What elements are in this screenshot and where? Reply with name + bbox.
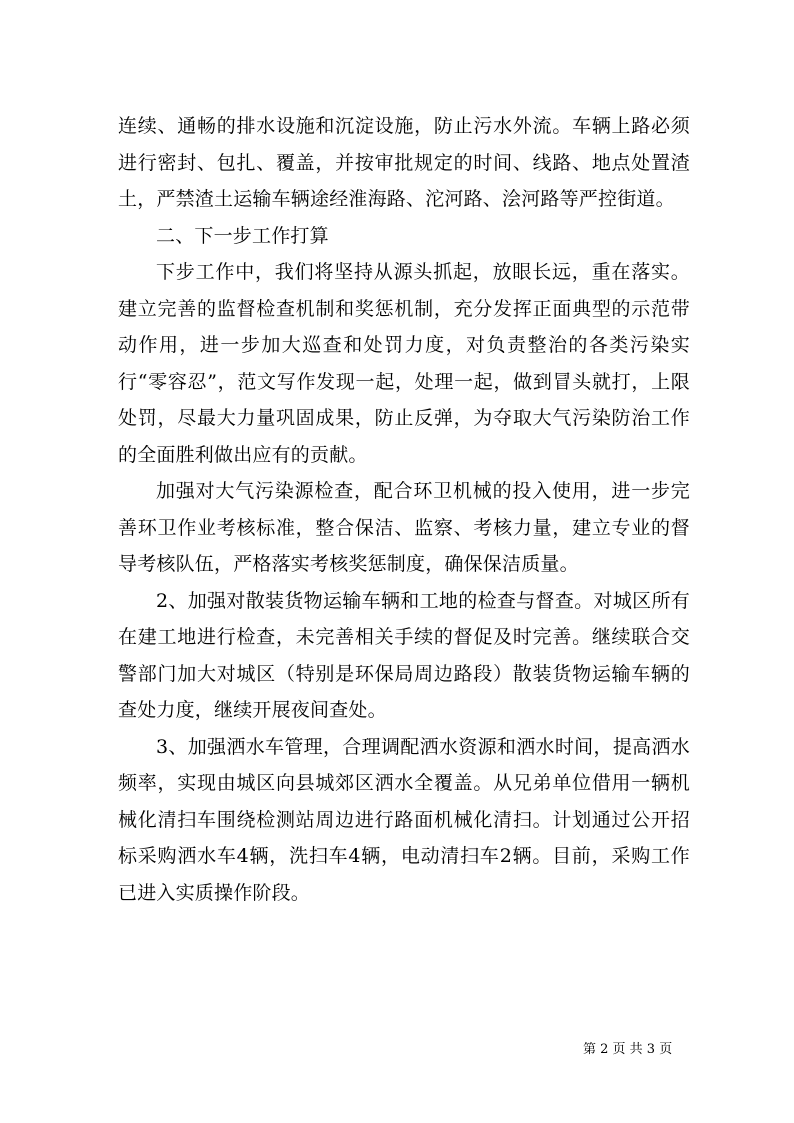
paragraph-item-3: 3、加强洒水车管理，合理调配洒水资源和洒水时间，提高洒水频率，实现由城区向县城郊区洒水全覆盖。从兄弟单位借用一辆机械化清扫车围绕检测站周边进行路面机械化清扫。计划通过公开招标采购洒水车4辆，洗扫车4辆，电动清扫车2辆。目前，采购工作已进入实质操作阶段。 [118,735,690,904]
paragraph-next-steps: 下步工作中，我们将坚持从源头抓起，放眼长远，重在落实。建立完善的监督检查机制和奖惩机制，充分发挥正面典型的示范带动作用，进一步加大巡查和处罚力度，对负责整治的各类污染实行“零容忍”，范文写作发现一起，处理一起，做到冒头就打，上限处罚，尽最大力量巩固成果，防止反弹，为夺取大气污染防治工作的全面胜利做出应有的贡献。 [118,261,690,466]
page-number-footer: 第 2 页 共 3 页 [583,1042,673,1057]
paragraph-pollution-inspection: 加强对大气污染源检查，配合环卫机械的投入使用，进一步完善环卫作业考核标准，整合保洁、监察、考核力量，建立专业的督导考核队伍，严格落实考核奖惩制度，确保保洁质量。 [118,480,690,575]
paragraph-continuation: 连续、通畅的排水设施和沉淀设施，防止污水外流。车辆上路必须进行密封、包扎、覆盖，并按审批规定的时间、线路、地点处置渣土，严禁渣土运输车辆途经淮海路、沱河路、浍河路等严控街道。 [118,115,690,210]
document-body [118,108,690,911]
paragraph-item-2: 2、加强对散装货物运输车辆和工地的检查与督查。对城区所有在建工地进行检查，未完善相关手续的督促及时完善。继续联合交警部门加大对城区（特别是环保局周边路段）散装货物运输车辆的查处力度，继续开展夜间查处。 [118,589,690,721]
section-heading-next-steps: 二、下一步工作打算 [156,224,329,247]
